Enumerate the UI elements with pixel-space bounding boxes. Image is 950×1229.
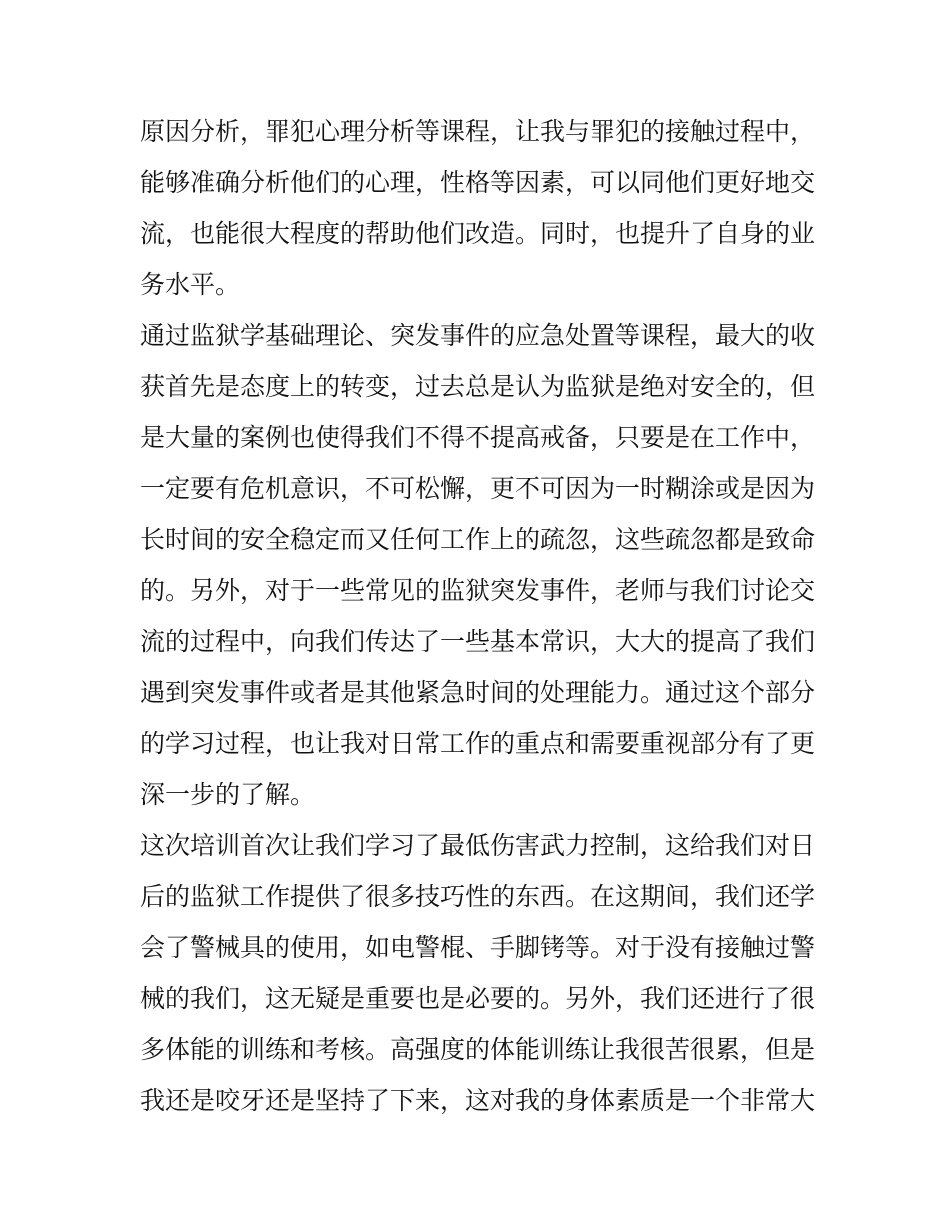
text-line: 械的我们，这无疑是重要也是必要的。另外，我们还进行了很	[140, 984, 816, 1013]
body-text	[140, 106, 820, 1126]
text-line: 是大量的案例也使得我们不得不提高戒备，只要是在工作中，	[140, 423, 816, 452]
text-line: 流，也能很大程度的帮助他们改造。同时，也提升了自身的业	[140, 219, 816, 248]
text-line: 通过监狱学基础理论、突发事件的应急处置等课程，最大的收	[140, 321, 816, 350]
text-line: 这次培训首次让我们学习了最低伤害武力控制，这给我们对日	[140, 831, 816, 860]
text-line: 一定要有危机意识，不可松懈，更不可因为一时糊涂或是因为	[140, 474, 816, 503]
text-line: 我还是咬牙还是坚持了下来，这对我的身体素质是一个非常大	[140, 1086, 816, 1115]
text-line: 会了警械具的使用，如电警棍、手脚铐等。对于没有接触过警	[140, 933, 816, 962]
text-line: 务水平。	[140, 270, 241, 299]
text-line: 遇到突发事件或者是其他紧急时间的处理能力。通过这个部分	[140, 678, 816, 707]
text-line: 长时间的安全稳定而又任何工作上的疏忽，这些疏忽都是致命	[140, 525, 816, 554]
text-line: 的。另外，对于一些常见的监狱突发事件，老师与我们讨论交	[140, 576, 816, 605]
text-line: 深一步的了解。	[140, 780, 316, 809]
text-line: 流的过程中，向我们传达了一些基本常识，大大的提高了我们	[140, 627, 816, 656]
text-line: 多体能的训练和考核。高强度的体能训练让我很苦很累，但是	[140, 1035, 816, 1064]
text-line: 的学习过程，也让我对日常工作的重点和需要重视部分有了更	[140, 729, 816, 758]
text-line: 能够准确分析他们的心理，性格等因素，可以同他们更好地交	[140, 168, 816, 197]
text-line: 获首先是态度上的转变，过去总是认为监狱是绝对安全的，但	[140, 372, 816, 401]
text-line: 原因分析，罪犯心理分析等课程，让我与罪犯的接触过程中，	[140, 117, 816, 146]
text-line: 后的监狱工作提供了很多技巧性的东西。在这期间，我们还学	[140, 882, 816, 911]
